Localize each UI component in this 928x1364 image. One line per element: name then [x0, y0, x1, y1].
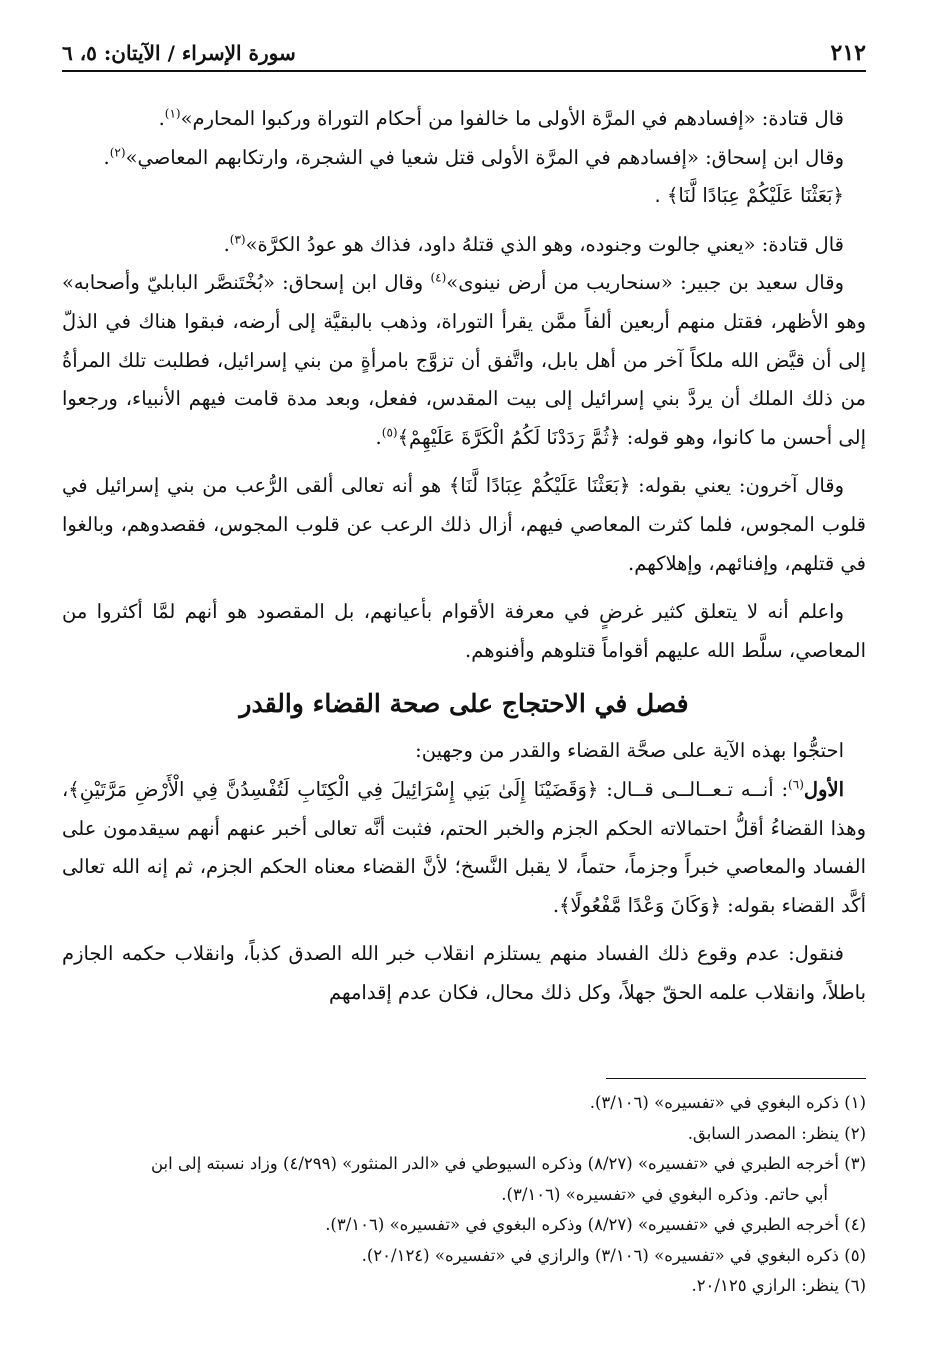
- footnote-ref[interactable]: (٤): [430, 270, 447, 285]
- footnote-3-continued: أبي حاتم. وذكره البغوي في «تفسيره» (٣/١٠٦).: [501, 1184, 828, 1204]
- paragraph-qatada-1: قال قتادة: «إفسادهم في المرَّة الأولى ما خالفوا من أحكام التوراة وركبوا المحارم»$^{(١)}$.: [158, 106, 844, 130]
- paragraph-first-argument: الأول$^{(٦)}$: أنــه تـعــالــى قــال: ﴿وَقَضَيْنَا إِلَىٰ بَنِي إِسْرَائِيلَ فِي الْكِتَابِ لَتُفْسِدُنَّ فِي الْأَرْضِ مَرَّتَيْنِ﴾، وهذا القضاءُ أقلُّ احتمالاته الحكم الجزم والخبر الحتم، فثبت أنَّه تعالى أخبر عنهم أنهم سيقدمون على الفساد والمعاصي خبراً وجزماً، حتماً، لا يقبل النَّسخ؛ لأنَّ القضاء معناه الحكم الجزم، ثم إنه الله تعالى أكَّد القضاء بقوله: ﴿وَكَانَ وَعْدًا مَّفْعُولًا﴾.: [62, 777, 866, 917]
- quran-verse: ﴿وَقَضَيْنَا إِلَىٰ بَنِي إِسْرَائِيلَ فِي الْكِتَابِ لَتُفْسِدُنَّ فِي الْأَرْضِ مَرَّتَيْنِ﴾: [68, 777, 599, 801]
- footnote-ref[interactable]: (٦): [788, 777, 804, 792]
- page-header: [62, 36, 866, 72]
- footnote-3: (٣) أخرجه الطبري في «تفسيره» (٨/٢٧) وذكره السيوطي في «الدر المنثور» (٤/٢٩٩) وزاد نسبته إلى ابن: [150, 1154, 866, 1173]
- footnote-1: (١) ذكره البغوي في «تفسيره» (٣/١٠٦).: [589, 1093, 866, 1112]
- footnote-ref[interactable]: (٥): [381, 425, 398, 440]
- footnote-ref[interactable]: (١): [164, 106, 181, 121]
- quran-verse: ﴿ثُمَّ رَدَدْنَا لَكُمُ الْكَرَّةَ عَلَيْهِمْ﴾: [397, 425, 621, 449]
- paragraph-note: واعلم أنه لا يتعلق كثير غرضٍ في معرفة الأقوام بأعيانهم، بل المقصود هو أنهم لمَّا أكثروا من المعاصي، سلَّط الله عليهم أقواماً قتلوهم وأفنوهم.: [62, 600, 866, 662]
- quran-verse: ﴿بَعَثْنَا عَلَيْكُمْ عِبَادًا لَّنَا﴾: [448, 474, 631, 498]
- footnote-ref[interactable]: (٢): [109, 145, 126, 160]
- paragraph-ibn-ishaq-1: وقال ابن إسحاق: «إفسادهم في المرَّة الأولى قتل شعيا في الشجرة، وارتكابهم المعاصي»$^{(٢)}$.: [103, 145, 844, 169]
- footnote-rule: [606, 1078, 866, 1079]
- footnote-6: (٦) ينظر: الرازي ٢٠/١٢٥.: [691, 1276, 866, 1295]
- quran-verse: ﴿وَكَانَ وَعْدًا مَّفْعُولًا﴾: [559, 893, 721, 917]
- paragraph-others: وقال آخرون: يعني بقوله: ﴿بَعَثْنَا عَلَيْكُمْ عِبَادًا لَّنَا﴾ هو أنه تعالى ألقى الرُّعب من بني إسرائيل في قلوب المجوس، فلما كثرت المعاصي فيهم، أزال ذلك الرعب عن قلوب المجوس، فقصدوهم، وبالغوا في قتلهم، وإفنائهم، وإهلاكهم.: [62, 474, 866, 575]
- paragraph-intro: احتجُّوا بهذه الآية على صحَّة القضاء والقدر من وجهين:: [415, 739, 844, 763]
- paragraph-said-ibn-jubair: وقال سعيد بن جبير: «سنحاريب من أرض نينوى»$^{(٤)}$ وقال ابن إسحاق: «بُخْتَنصَّر البابليّ وأصحابه» وهو الأظهر، فقتل منهم أربعين ألفاً ممَّن يقرأ التوراة، وذهب بالبقيَّة إلى أرضه، فبقوا هناك في الذلّ إلى أن قيَّض الله ملكاً آخر من أهل بابل، واتَّفق أن تزوَّج بامرأةٍ من بني إسرائيل، فطلبت تلك المرأةُ من ذلك الملك أن يردَّ بني إسرائيل إلى بيت المقدس، ففعل، وبعد مدة قامت فيهم الأنبياء، ورجعوا إلى أحسن ما كانوا، وهو قوله: ﴿ثُمَّ رَدَدْنَا لَكُمُ الْكَرَّةَ عَلَيْهِمْ﴾$^{(٥)}$.: [62, 270, 866, 449]
- footnote-ref[interactable]: (٣): [229, 232, 246, 247]
- quran-verse: ﴿بَعَثْنَا عَلَيْكُمْ عِبَادًا لَّنَا﴾ .: [654, 184, 844, 208]
- page-number: ٢١٢: [830, 40, 866, 66]
- main-text: [62, 100, 866, 1012]
- running-title: سورة الإسراء / الآيتان: ٥، ٦: [62, 41, 296, 65]
- footnote-4: (٤) أخرجه الطبري في «تفسيره» (٨/٢٧) وذكره البغوي في «تفسيره» (٣/١٠٦).: [325, 1215, 866, 1234]
- section-heading: فصل في الاحتجاج على صحة القضاء والقدر: [239, 689, 689, 719]
- paragraph-response: فنقول: عدم وقوع ذلك الفساد منهم يستلزم انقلاب خبر الله الصدق كذباً، وانقلاب حكمه الجازم باطلاً، وانقلاب علمه الحقّ جهلاً، وكل ذلك محال، فكان عدم إقدامهم: [62, 942, 866, 1004]
- footnote-2: (٢) ينظر: المصدر السابق.: [687, 1123, 866, 1143]
- lead-word: الأول: [803, 777, 844, 801]
- paragraph-qatada-2: قال قتادة: «يعني جالوت وجنوده، وهو الذي قتلهُ داود، فذاك هو عودُ الكرَّة»$^{(٣)}$.: [223, 232, 844, 256]
- footnotes: [62, 1088, 866, 1302]
- footnote-5: (٥) ذكره البغوي في «تفسيره» (٣/١٠٦) والرازي في «تفسيره» (٢٠/١٢٤).: [361, 1245, 866, 1265]
